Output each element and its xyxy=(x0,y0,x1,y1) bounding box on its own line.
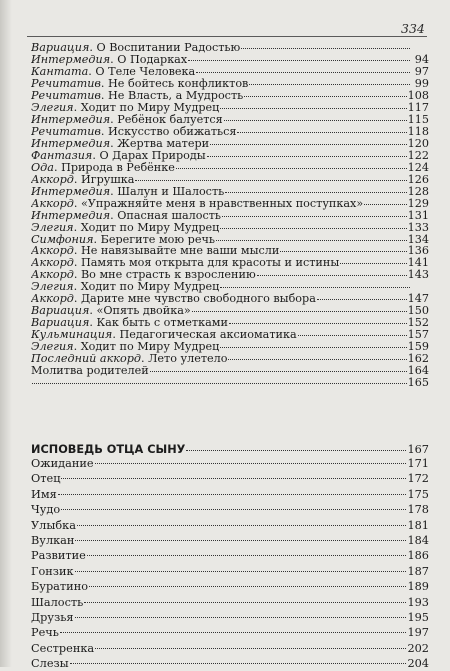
section-entry-page: 195 xyxy=(407,610,429,624)
dot-leader xyxy=(75,609,407,618)
section-entry xyxy=(31,564,429,579)
toc-entry-title: Как быть с отметками xyxy=(96,317,228,330)
dot-leader xyxy=(77,517,407,526)
toc-entry-page: 108 xyxy=(407,88,429,102)
toc-entry-genre: Последний аккорд xyxy=(31,353,141,366)
toc-entry-separator: . xyxy=(140,353,149,366)
dot-leader xyxy=(364,196,406,205)
toc-entry-title: Во мне страсть к взрослению xyxy=(80,269,256,282)
toc-entry-page: 165 xyxy=(407,376,429,390)
toc-entry-genre: Вариация xyxy=(31,305,90,318)
toc-entry-label xyxy=(31,210,221,222)
toc-entry-genre: Кульминация xyxy=(31,329,113,342)
dot-leader xyxy=(58,486,407,495)
dot-leader xyxy=(280,243,406,252)
section-entry-page: 184 xyxy=(407,533,429,547)
toc-entry-page: 133 xyxy=(407,220,429,234)
dot-leader xyxy=(237,124,406,133)
toc-entry-page: 164 xyxy=(407,364,429,378)
toc-entry-genre: Фантазия xyxy=(31,149,93,162)
section-entry xyxy=(31,456,429,471)
section-entry-title: Отец xyxy=(31,472,61,486)
section-entry-title: Шалость xyxy=(31,595,84,609)
toc-entry-title: Память моя открыта для красоты и истины xyxy=(80,257,340,270)
section-entry-page: 204 xyxy=(407,657,429,671)
dot-leader xyxy=(87,547,407,556)
toc-entry-separator: . xyxy=(100,125,109,138)
dot-leader xyxy=(317,291,407,300)
section-entry-page: 189 xyxy=(407,580,429,594)
toc-entry-label xyxy=(31,222,219,234)
toc-entry-separator: . xyxy=(73,221,81,234)
toc-entry-page: 115 xyxy=(407,112,429,126)
dot-leader xyxy=(61,470,406,479)
toc-entry-genre: Аккорд xyxy=(31,173,74,186)
section-entry xyxy=(31,471,429,486)
section-entry xyxy=(31,641,429,656)
toc-entry-title: О Подарках xyxy=(117,53,188,66)
toc-entry-separator: . xyxy=(100,77,109,90)
section-entry xyxy=(31,610,429,625)
toc-entry-separator: . xyxy=(73,197,81,210)
page-number: 334 xyxy=(401,21,425,36)
toc-entry-genre: Кантата xyxy=(31,65,89,78)
dot-leader xyxy=(70,655,407,664)
dot-leader xyxy=(224,112,407,121)
section-title: ИСПОВЕДЬ ОТЦА СЫНУ xyxy=(31,443,186,456)
toc-entry-label xyxy=(31,305,191,317)
section-entry-page: 171 xyxy=(407,457,429,470)
dot-leader xyxy=(186,442,406,451)
toc-entry-label xyxy=(31,341,219,353)
toc-entry-separator: . xyxy=(92,149,100,162)
toc-entry-genre: Элегия xyxy=(31,281,74,294)
section-page-number: 167 xyxy=(407,443,429,456)
section-entry-title: Речь xyxy=(31,626,59,640)
dot-leader xyxy=(241,40,410,49)
section-entry xyxy=(31,487,429,502)
toc-entry-page: 94 xyxy=(414,52,429,66)
dot-leader xyxy=(32,375,407,384)
dot-leader xyxy=(216,232,407,241)
toc-entry-separator: . xyxy=(110,113,118,126)
section-entry xyxy=(31,595,429,610)
toc-entry-genre: Аккорд xyxy=(31,197,74,210)
toc-entry-label xyxy=(31,281,219,293)
toc-entry-title: Ходит по Миру Мудрец xyxy=(80,101,220,114)
dot-leader xyxy=(75,532,406,541)
dot-leader xyxy=(89,578,406,587)
toc-entry-separator: . xyxy=(110,137,118,150)
header-rule xyxy=(27,36,427,37)
toc-entry-genre: Аккорд xyxy=(31,293,74,306)
dot-leader xyxy=(176,160,407,169)
toc-entry-genre: Элегия xyxy=(31,221,74,234)
dot-leader xyxy=(188,52,410,61)
toc-entry-label xyxy=(31,234,215,246)
toc-entry-page: 152 xyxy=(407,316,429,330)
toc-entry-separator: . xyxy=(110,209,118,222)
dot-leader xyxy=(220,220,406,229)
toc-entry-separator: . xyxy=(110,53,118,66)
section-entry xyxy=(31,656,429,671)
toc-entry-genre: Аккорд xyxy=(31,257,74,270)
toc-entry-separator: . xyxy=(110,185,118,198)
toc-entry-separator: . xyxy=(89,305,97,318)
section-entry-title: Гонзик xyxy=(31,564,74,578)
section-entry-title: Буратино xyxy=(31,580,89,594)
toc-entry-page: 157 xyxy=(407,328,429,342)
dot-leader xyxy=(95,455,407,464)
toc-entry-label xyxy=(31,90,243,102)
dot-leader xyxy=(196,64,410,73)
dot-leader xyxy=(298,327,407,336)
toc-entry-separator: . xyxy=(73,341,81,354)
dot-leader xyxy=(229,315,407,324)
toc-entry-page: 117 xyxy=(407,100,429,114)
toc-entry-title: Опасная шалость xyxy=(117,209,222,222)
toc-entry-genre: Вариация xyxy=(31,317,90,330)
toc-entry-page: 147 xyxy=(407,292,429,306)
toc-entry-separator: . xyxy=(88,65,96,78)
dot-leader xyxy=(192,303,407,312)
toc-entry-separator: . xyxy=(73,245,81,258)
toc-entry-page: 134 xyxy=(407,232,429,246)
toc-entry-title: Ходит по Миру Мудрец xyxy=(80,341,220,354)
section-entry-title: Сестренка xyxy=(31,641,95,655)
toc-entry-label xyxy=(31,66,195,78)
toc-entry-page: 118 xyxy=(407,124,429,138)
toc-entry-label xyxy=(31,126,236,138)
section-entry xyxy=(31,502,429,517)
toc-entry-page: 141 xyxy=(407,256,429,270)
toc-entry-page: 126 xyxy=(407,172,429,186)
section-entry-page: 181 xyxy=(407,518,429,532)
dot-leader xyxy=(220,339,406,348)
toc-entry-title: Берегите мою речь xyxy=(100,233,215,246)
toc-entry-page: 122 xyxy=(407,148,429,162)
toc-entry-genre: Речитатив xyxy=(31,89,101,102)
toc-entry-label xyxy=(31,245,279,257)
toc-entry-separator: . xyxy=(112,329,120,342)
section-entry-title: Ожидание xyxy=(31,457,94,470)
toc-entry-title: Педагогическая аксиоматика xyxy=(119,329,297,342)
dot-leader xyxy=(60,624,407,633)
toc-entry-separator: . xyxy=(73,101,81,114)
toc-entry-title: Молитва родителей xyxy=(31,365,149,378)
toc-entry-separator: . xyxy=(100,89,109,102)
toc-entry-page: 131 xyxy=(407,208,429,222)
toc-entry-title: О Теле Человека xyxy=(95,65,196,78)
toc-entry-label xyxy=(31,114,223,126)
section-contents xyxy=(31,456,429,671)
toc-entry-page: 143 xyxy=(407,268,429,282)
section-entry-title: Имя xyxy=(31,487,57,501)
toc-entry-title: «Опять двойка» xyxy=(96,305,191,318)
toc-entry-label xyxy=(31,78,248,90)
section-entry-page: 197 xyxy=(407,626,429,640)
section-entry xyxy=(31,533,429,548)
toc-entry-separator: . xyxy=(73,257,81,270)
toc-entry-genre: Речитатив xyxy=(31,125,101,138)
toc-entry-genre: Речитатив xyxy=(31,77,101,90)
toc-entry-page: 120 xyxy=(407,136,429,150)
toc-entry-label xyxy=(31,174,134,186)
toc-entry-genre: Интермедия xyxy=(31,137,111,150)
toc-entry-title: Игрушка xyxy=(80,173,135,186)
toc-entry-separator: . xyxy=(73,173,81,186)
toc-entry-label xyxy=(31,54,187,66)
section-entry-page: 172 xyxy=(407,472,429,486)
toc-entry-title: Жертва матери xyxy=(117,137,210,150)
toc-entry-title: О Дарах Природы xyxy=(99,149,206,162)
toc-entry-title: Лето улетело xyxy=(148,353,228,366)
toc-entry-genre: Вариация xyxy=(31,42,90,54)
toc-entry-page: 136 xyxy=(407,244,429,258)
toc-entry-title: «Упражняйте меня в нравственных поступках» xyxy=(80,197,364,210)
section-entry-page: 202 xyxy=(407,641,429,655)
toc-entry-separator: . xyxy=(89,42,97,54)
toc-entry-separator: . xyxy=(53,161,62,174)
toc-entry-label xyxy=(31,138,209,150)
dot-leader xyxy=(244,88,406,97)
section-entry-title: Чудо xyxy=(31,503,61,517)
toc-entry-genre: Аккорд xyxy=(31,269,74,282)
section-entry-page: 193 xyxy=(407,595,429,609)
toc-entry-label xyxy=(31,317,228,329)
section-entry-title: Развитие xyxy=(31,549,86,563)
toc-entry-genre: Элегия xyxy=(31,341,74,354)
toc-entry-page: 150 xyxy=(407,304,429,318)
toc-entry-separator: . xyxy=(73,269,81,282)
dot-leader xyxy=(95,640,406,649)
dot-leader xyxy=(222,208,407,217)
toc-entry-label xyxy=(31,186,224,198)
toc-entry-genre: Симфония xyxy=(31,233,94,246)
section-entry xyxy=(31,518,429,533)
toc-entry-title: Ходит по Миру Мудрец xyxy=(80,221,220,234)
dot-leader xyxy=(135,172,406,181)
dot-leader xyxy=(150,363,407,372)
toc-entry-label xyxy=(31,102,219,114)
dot-leader xyxy=(249,76,410,85)
section-entry-title: Друзья xyxy=(31,610,74,624)
section-entry-title: Слезы xyxy=(31,657,69,671)
toc-entry-separator: . xyxy=(93,233,101,246)
page-gutter-shadow xyxy=(0,0,12,667)
toc-entry-title: Искусство обижаться xyxy=(108,125,237,138)
toc-entry-title: Ребёнок балуется xyxy=(117,113,223,126)
section-entry-page: 186 xyxy=(407,549,429,563)
dot-leader xyxy=(220,279,410,288)
toc-entry-title: Шалун и Шалость xyxy=(117,185,225,198)
toc-entry xyxy=(31,377,429,389)
dot-leader xyxy=(228,351,406,360)
toc-entry-genre: Интермедия xyxy=(31,209,111,222)
toc-entry-genre: Интермедия xyxy=(31,185,111,198)
toc-entry-title: О Воспитании Радостью xyxy=(96,42,241,54)
section-entry-page: 175 xyxy=(407,487,429,501)
toc-entry-separator: . xyxy=(73,293,81,306)
toc-entry-page: 99 xyxy=(414,76,429,90)
toc-entry-separator: . xyxy=(89,317,97,330)
section-entry xyxy=(31,625,429,640)
toc-entry-title: Не бойтесь конфликтов xyxy=(108,77,249,90)
dot-leader xyxy=(207,148,407,157)
section-entry-page: 178 xyxy=(407,503,429,517)
toc-entry-page: 162 xyxy=(407,352,429,366)
dot-leader xyxy=(257,267,407,276)
toc-entry-page: 124 xyxy=(407,160,429,174)
toc-entry-title: Дарите мне чувство свободного выбора xyxy=(80,293,316,306)
toc-entry-genre: Ода xyxy=(31,161,54,174)
toc-entry-genre: Интермедия xyxy=(31,53,111,66)
toc-entry-page: 159 xyxy=(407,340,429,354)
dot-leader xyxy=(210,136,407,145)
toc-entry-genre: Аккорд xyxy=(31,245,74,258)
dot-leader xyxy=(75,563,407,572)
dot-leader xyxy=(225,184,406,193)
toc-entry-title: Не навязывайте мне ваши мысли xyxy=(80,245,280,258)
toc-entry-separator: . xyxy=(73,281,81,294)
dot-leader xyxy=(220,100,406,109)
section-entry xyxy=(31,548,429,563)
dot-leader xyxy=(340,255,406,264)
toc-entry-genre: Интермедия xyxy=(31,113,111,126)
section-entry-title: Вулкан xyxy=(31,533,75,547)
toc-entry-title: Природа в Ребёнке xyxy=(61,161,175,174)
table-of-contents xyxy=(31,42,429,389)
section-entry xyxy=(31,579,429,594)
toc-entry-genre: Элегия xyxy=(31,101,74,114)
toc-entry-page: 128 xyxy=(407,184,429,198)
section-entry-title: Улыбка xyxy=(31,518,76,532)
toc-entry-title: Ходит по Миру Мудрец xyxy=(80,281,220,294)
toc-entry-title: Не Власть, а Мудрость xyxy=(108,89,244,102)
dot-leader xyxy=(84,594,406,603)
toc-entry-page: 129 xyxy=(407,196,429,210)
section-entry-page: 187 xyxy=(407,564,429,578)
dot-leader xyxy=(61,501,406,510)
toc-entry-page: 97 xyxy=(414,64,429,78)
